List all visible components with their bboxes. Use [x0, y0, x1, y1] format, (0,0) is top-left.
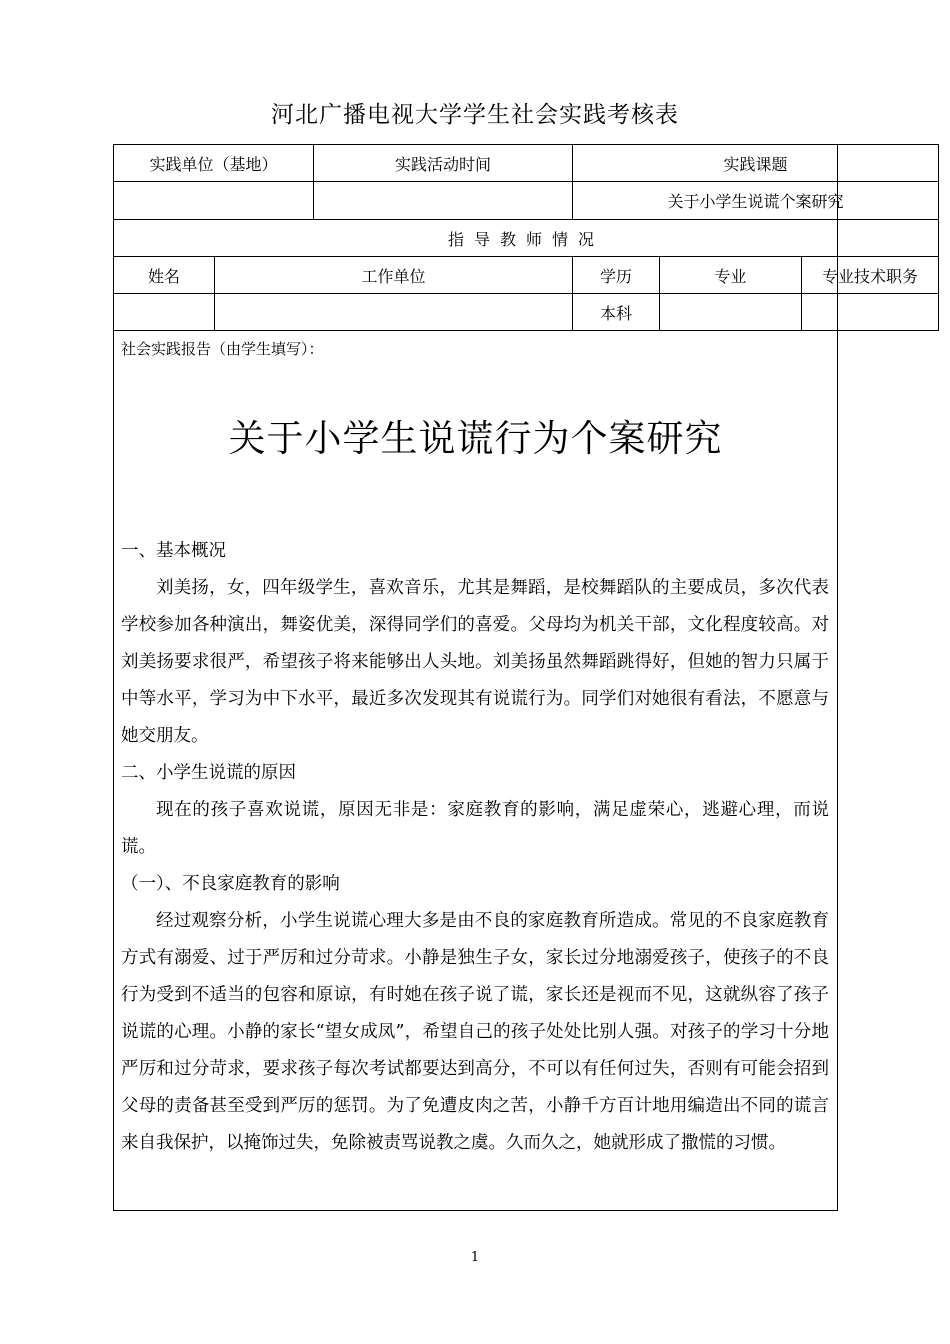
info-table [113, 144, 939, 331]
header-title: 专业技术职务 [802, 257, 939, 294]
time-label: 实践活动时间 [314, 145, 573, 182]
section-paragraph: 现在的孩子喜欢说谎，原因无非是：家庭教育的影响，满足虚荣心，逃避心理，而说谎。 [121, 800, 829, 857]
page-number: 1 [470, 1250, 480, 1265]
topic-label: 实践课题 [573, 145, 939, 182]
report-label: 社会实践报告（由学生填写）： [121, 340, 324, 358]
time-value [314, 182, 573, 220]
unit-value [114, 182, 314, 220]
section-heading: （一）、不良家庭教育的影响 [121, 874, 340, 894]
advisor-workplace [215, 294, 573, 331]
advisor-section-heading: 指导教师情况 [114, 220, 939, 257]
section-paragraph: 经过观察分析，小学生说谎心理大多是由不良的家庭教育所造成。常见的不良家庭教育方式有溺爱、过于严厉和过分苛求。小静是独生子女，家长过分地溺爱孩子，使孩子的不良行为受到不适当的包容和原谅，有时她在孩子说了谎，家长还是视而不见，这就纵容了孩子说谎的心理。小静的家长“望女成凤”，希望自己的孩子处处比别人强。对孩子的学习十分地严厉和过分苛求，要求孩子每次考试都要达到高分，不可以有任何过失，否则有可能会招到父母的责备甚至受到严厉的惩罚。为了免遭皮肉之苦，小静千方百计地用编造出不同的谎言来自我保护，以掩饰过失，免除被责骂说教之虞。久而久之，她就形成了撒慌的习惯。 [121, 911, 829, 1153]
advisor-name [114, 294, 215, 331]
advisor-major [660, 294, 802, 331]
header-education: 学历 [573, 257, 660, 294]
section-paragraph: 刘美扬，女，四年级学生，喜欢音乐，尤其是舞蹈，是校舞蹈队的主要成员，多次代表学校参加各种演出，舞姿优美，深得同学们的喜爱。父母均为机关干部，文化程度较高。对刘美扬要求很严，希望孩子将来能够出人头地。刘美扬虽然舞蹈跳得好，但她的智力只属于中等水平，学习为中下水平，最近多次发现其有说谎行为。同学们对她很有看法，不愿意与她交朋友。 [121, 578, 829, 746]
report-title: 关于小学生说谎行为个案研究 [228, 417, 723, 460]
report-body [121, 533, 829, 1162]
section-heading: 一、基本概况 [121, 541, 226, 561]
section-heading: 二、小学生说谎的原因 [121, 763, 296, 783]
document-title: 河北广播电视大学学生社会实践考核表 [271, 102, 679, 128]
header-name: 姓名 [114, 257, 215, 294]
header-workplace: 工作单位 [215, 257, 573, 294]
advisor-education: 本科 [573, 294, 660, 331]
unit-label: 实践单位（基地） [114, 145, 314, 182]
header-major: 专业 [660, 257, 802, 294]
advisor-title [802, 294, 939, 331]
topic-value: 关于小学生说谎个案研究 [573, 182, 939, 220]
